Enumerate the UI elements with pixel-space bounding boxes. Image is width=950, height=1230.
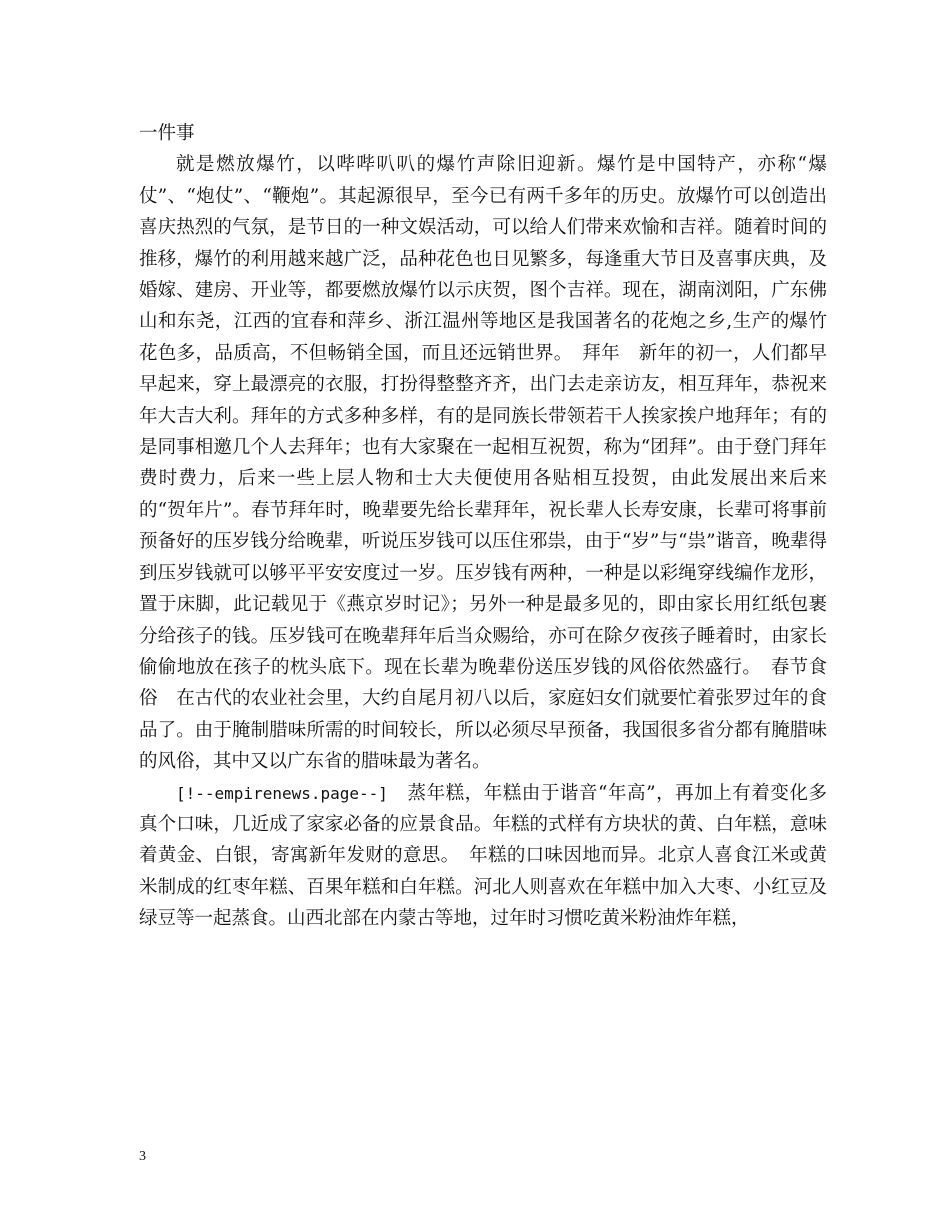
paragraph-firecrackers-newyear: 就是燃放爆竹，以哔哔叭叭的爆竹声除旧迎新。爆竹是中国特产，亦称“爆仗”、“炮仗”、“鞭炮”。其起源很早，至今已有两千多年的历史。放爆竹可以创造出喜庆热烈的气氛，是节日的一种文娱活动，可以给人们带来欢愉和吉祥。随着时间的推移，爆竹的利用越来越广泛，品种花色也日见繁多，每逢重大节日及喜事庆典，及婚嫁、建房、开业等，都要燃放爆竹以示庆贺，图个吉祥。现在，湖南浏阳，广东佛山和东尧，江西的宜春和萍乡、浙江温州等地区是我国著名的花炮之乡,生产的爆竹花色多，品质高，不但畅销全国，而且还远销世界。 拜年 新年的初一，人们都早早起来，穿上最漂亮的衣服，打扮得整整齐齐，出门去走亲访友，相互拜年，恭祝来年大吉大利。拜年的方式多种多样，有的是同族长带领若干人挨家挨户地拜年；有的是同事相邀几个人去拜年；也有大家聚在一起相互祝贺，称为“团拜”。由于登门拜年费时费力，后来一些上层人物和士大夫便使用各贴相互投贺，由此发展出来后来的“贺年片”。春节拜年时，晚辈要先给长辈拜年，祝长辈人长寿安康，长辈可将事前预备好的压岁钱分给晚辈，听说压岁钱可以压住邪祟，由于“岁”与“祟”谐音，晚辈得到压岁钱就可以够平平安安度过一岁。压岁钱有两种，一种是以彩绳穿线编作龙形，置于床脚，此记载见于《燕京岁时记》；另外一种是最多见的，即由家长用红纸包裹分给孩子的钱。压岁钱可在晚辈拜年后当众赐给，亦可在除夕夜孩子睡着时，由家长偷偷地放在孩子的枕头底下。现在长辈为晚辈份送压岁钱的风俗依然盛行。 春节食俗 在古代的农业社会里，大约自尾月初八以后，家庭妇女们就要忙着张罗过年的食品了。由于腌制腊味所需的时间较长，所以必须尽早预备，我国很多省分都有腌腊味的风俗，其中又以广东省的腊味最为著名。 <box>139 154 827 773</box>
page-break-tag: [!--empirenews.page--] <box>176 783 388 803</box>
paragraph-rice-cake <box>139 778 827 935</box>
page-number: 3 <box>139 1149 146 1164</box>
continuation-line: 一件事 <box>139 123 195 144</box>
paragraph-rice-cake-text: 蒸年糕，年糕由于谐音“年高”，再加上有着变化多真个口味，几近成了家家必备的应景食品。年糕的式样有方块状的黄、白年糕，意味着黄金、白银，寄寓新年发财的意思。 年糕的口味因地而异。北京人喜食江米或黄米制成的红枣年糕、百果年糕和白年糕。河北人则喜欢在年糕中加入大枣、小红豆及绿豆等一起蒸食。山西北部在内蒙古等地，过年时习惯吃黄米粉油炸年糕， <box>139 782 827 930</box>
document-body <box>139 118 827 935</box>
